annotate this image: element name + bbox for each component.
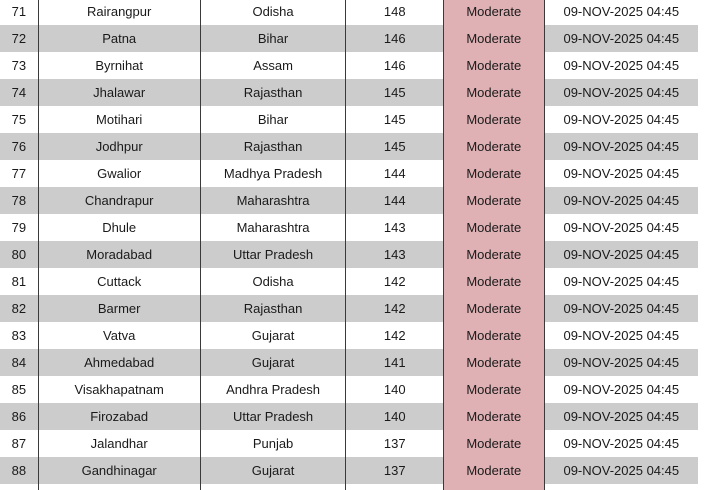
category-cell: Moderate — [444, 457, 545, 484]
rank-cell: 82 — [0, 295, 38, 322]
aqi-cell: 142 — [346, 268, 444, 295]
aqi-cell: 144 — [346, 160, 444, 187]
category-cell: Moderate — [444, 25, 545, 52]
rank-cell: 76 — [0, 133, 38, 160]
aqi-cell: 140 — [346, 403, 444, 430]
updated-time-cell: 09-NOV-2025 04:45 — [544, 268, 698, 295]
updated-time-cell: 09-NOV-2025 04:45 — [544, 133, 698, 160]
empty-cell — [346, 484, 444, 490]
state-cell: Rajasthan — [200, 295, 346, 322]
city-cell: Gwalior — [38, 160, 200, 187]
category-cell: Moderate — [444, 79, 545, 106]
updated-time-cell: 09-NOV-2025 04:45 — [544, 241, 698, 268]
city-cell: Jodhpur — [38, 133, 200, 160]
table-row — [0, 376, 698, 403]
category-cell: Moderate — [444, 106, 545, 133]
partial-table-row — [0, 484, 698, 490]
aqi-cell: 142 — [346, 295, 444, 322]
city-cell: Dhule — [38, 214, 200, 241]
state-cell: Gujarat — [200, 349, 346, 376]
aqi-cell: 145 — [346, 106, 444, 133]
category-cell: Moderate — [444, 52, 545, 79]
state-cell: Andhra Pradesh — [200, 376, 346, 403]
city-cell: Chandrapur — [38, 187, 200, 214]
table-row — [0, 268, 698, 295]
state-cell: Gujarat — [200, 457, 346, 484]
updated-time-cell: 09-NOV-2025 04:45 — [544, 295, 698, 322]
rank-cell: 86 — [0, 403, 38, 430]
table-row — [0, 133, 698, 160]
aqi-cell: 146 — [346, 25, 444, 52]
empty-cell — [200, 484, 346, 490]
updated-time-cell: 09-NOV-2025 04:45 — [544, 430, 698, 457]
category-cell: Moderate — [444, 322, 545, 349]
updated-time-cell: 09-NOV-2025 04:45 — [544, 214, 698, 241]
rank-cell: 87 — [0, 430, 38, 457]
updated-time-cell: 09-NOV-2025 04:45 — [544, 376, 698, 403]
category-cell: Moderate — [444, 430, 545, 457]
category-cell: Moderate — [444, 403, 545, 430]
city-cell: Rairangpur — [38, 0, 200, 25]
updated-time-cell: 09-NOV-2025 04:45 — [544, 160, 698, 187]
city-cell: Cuttack — [38, 268, 200, 295]
city-cell: Barmer — [38, 295, 200, 322]
state-cell: Maharashtra — [200, 214, 346, 241]
table-row — [0, 187, 698, 214]
city-cell: Visakhapatnam — [38, 376, 200, 403]
updated-time-cell: 09-NOV-2025 04:45 — [544, 79, 698, 106]
rank-cell: 79 — [0, 214, 38, 241]
empty-cell — [544, 484, 698, 490]
state-cell: Assam — [200, 52, 346, 79]
city-cell: Patna — [38, 25, 200, 52]
category-cell: Moderate — [444, 187, 545, 214]
rank-cell: 78 — [0, 187, 38, 214]
aqi-cell: 137 — [346, 430, 444, 457]
city-cell: Gandhinagar — [38, 457, 200, 484]
state-cell: Rajasthan — [200, 133, 346, 160]
city-cell: Motihari — [38, 106, 200, 133]
table-row — [0, 160, 698, 187]
state-cell: Punjab — [200, 430, 346, 457]
rank-cell: 74 — [0, 79, 38, 106]
city-cell: Firozabad — [38, 403, 200, 430]
aqi-cell: 145 — [346, 133, 444, 160]
updated-time-cell: 09-NOV-2025 04:45 — [544, 25, 698, 52]
state-cell: Rajasthan — [200, 79, 346, 106]
aqi-cell: 148 — [346, 0, 444, 25]
empty-cell — [444, 484, 545, 490]
city-cell: Vatva — [38, 322, 200, 349]
rank-cell: 71 — [0, 0, 38, 25]
category-cell: Moderate — [444, 133, 545, 160]
state-cell: Bihar — [200, 106, 346, 133]
state-cell: Gujarat — [200, 322, 346, 349]
state-cell: Uttar Pradesh — [200, 403, 346, 430]
rank-cell: 88 — [0, 457, 38, 484]
updated-time-cell: 09-NOV-2025 04:45 — [544, 106, 698, 133]
state-cell: Bihar — [200, 25, 346, 52]
city-cell: Jhalawar — [38, 79, 200, 106]
category-cell: Moderate — [444, 0, 545, 25]
table-row — [0, 52, 698, 79]
table-row — [0, 457, 698, 484]
category-cell: Moderate — [444, 295, 545, 322]
table-row — [0, 241, 698, 268]
table-row — [0, 430, 698, 457]
state-cell: Odisha — [200, 268, 346, 295]
empty-cell — [0, 484, 38, 490]
aqi-cell: 140 — [346, 376, 444, 403]
category-cell: Moderate — [444, 349, 545, 376]
state-cell: Uttar Pradesh — [200, 241, 346, 268]
category-cell: Moderate — [444, 268, 545, 295]
table-row — [0, 106, 698, 133]
aqi-cell: 137 — [346, 457, 444, 484]
updated-time-cell: 09-NOV-2025 04:45 — [544, 322, 698, 349]
city-cell: Byrnihat — [38, 52, 200, 79]
updated-time-cell: 09-NOV-2025 04:45 — [544, 457, 698, 484]
updated-time-cell: 09-NOV-2025 04:45 — [544, 187, 698, 214]
aqi-cell: 143 — [346, 241, 444, 268]
city-cell: Ahmedabad — [38, 349, 200, 376]
state-cell: Maharashtra — [200, 187, 346, 214]
aqi-cell: 142 — [346, 322, 444, 349]
table-row — [0, 79, 698, 106]
updated-time-cell: 09-NOV-2025 04:45 — [544, 349, 698, 376]
empty-cell — [38, 484, 200, 490]
state-cell: Madhya Pradesh — [200, 160, 346, 187]
rank-cell: 83 — [0, 322, 38, 349]
table-row — [0, 214, 698, 241]
category-cell: Moderate — [444, 376, 545, 403]
rank-cell: 75 — [0, 106, 38, 133]
updated-time-cell: 09-NOV-2025 04:45 — [544, 52, 698, 79]
table-row — [0, 295, 698, 322]
rank-cell: 77 — [0, 160, 38, 187]
category-cell: Moderate — [444, 241, 545, 268]
table-row — [0, 25, 698, 52]
rank-cell: 80 — [0, 241, 38, 268]
category-cell: Moderate — [444, 160, 545, 187]
city-cell: Jalandhar — [38, 430, 200, 457]
table-row — [0, 403, 698, 430]
city-cell: Moradabad — [38, 241, 200, 268]
rank-cell: 85 — [0, 376, 38, 403]
rank-cell: 72 — [0, 25, 38, 52]
table-row — [0, 349, 698, 376]
table-row — [0, 0, 698, 25]
state-cell: Odisha — [200, 0, 346, 25]
aqi-cell: 146 — [346, 52, 444, 79]
category-cell: Moderate — [444, 214, 545, 241]
table-row — [0, 322, 698, 349]
aqi-cell: 144 — [346, 187, 444, 214]
aqi-cell: 143 — [346, 214, 444, 241]
updated-time-cell: 09-NOV-2025 04:45 — [544, 403, 698, 430]
aqi-cell: 145 — [346, 79, 444, 106]
rank-cell: 81 — [0, 268, 38, 295]
rank-cell: 73 — [0, 52, 38, 79]
aqi-cell: 141 — [346, 349, 444, 376]
updated-time-cell: 09-NOV-2025 04:45 — [544, 0, 698, 25]
rank-cell: 84 — [0, 349, 38, 376]
